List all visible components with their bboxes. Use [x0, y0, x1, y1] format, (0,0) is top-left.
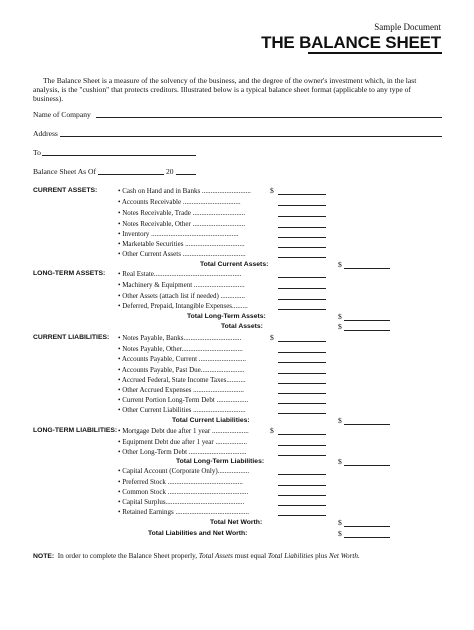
- amount-field[interactable]: [278, 505, 326, 506]
- note-label: NOTE:: [33, 553, 55, 560]
- line-item: • Other Accrued Expenses .............................: [118, 386, 244, 394]
- line-item: • Notes Payable, Other...................................: [118, 345, 243, 353]
- line-item: • Capital Surplus.............................................: [118, 498, 245, 506]
- total-net-worth-label: Total Net Worth:: [210, 519, 263, 526]
- total-long-term-assets-field[interactable]: [344, 320, 390, 321]
- line-item: • Current Portion Long-Term Debt ..................: [118, 396, 249, 404]
- amount-field[interactable]: [278, 485, 326, 486]
- to-label: To: [33, 148, 41, 157]
- line-item: • Equipment Debt due after 1 year ..................: [118, 438, 247, 446]
- as-of-label: Balance Sheet As Of: [33, 167, 97, 176]
- line-item: • Machinery & Equipment .............................: [118, 281, 245, 289]
- note-text: NOTE: In order to complete the Balance Sheet properly, Total Assets must equal Total Liabilities plus Net Worth.: [33, 552, 360, 560]
- amount-field[interactable]: [278, 474, 326, 475]
- amount-field[interactable]: [278, 205, 326, 206]
- dollar-sign: $: [338, 312, 342, 321]
- line-item: • Other Current Liabilities ..............................: [118, 406, 246, 414]
- line-item: • Common Stock ..............................................: [118, 488, 249, 496]
- total-assets-field[interactable]: [344, 330, 390, 331]
- line-item: • Notes Receivable, Other ..............................: [118, 220, 246, 228]
- amount-field[interactable]: [278, 362, 326, 363]
- total-long-term-assets-label: Total Long-Term Assets:: [187, 313, 266, 320]
- total-long-term-liabilities-field[interactable]: [344, 465, 390, 466]
- dollar-sign: $: [338, 457, 342, 466]
- line-item: • Other Long-Term Debt .................................: [118, 448, 247, 456]
- amount-field[interactable]: [278, 373, 326, 374]
- amount-field[interactable]: [278, 495, 326, 496]
- amount-field[interactable]: [278, 393, 326, 394]
- as-of-date-field[interactable]: [98, 174, 164, 175]
- amount-field[interactable]: [278, 434, 326, 435]
- amount-field[interactable]: [278, 237, 326, 238]
- line-item: • Other Assets (attach list if needed) ..............: [118, 292, 246, 300]
- amount-field[interactable]: [278, 445, 326, 446]
- amount-field[interactable]: [278, 227, 326, 228]
- total-current-assets-label: Total Current Assets:: [200, 261, 269, 268]
- intro-paragraph: The Balance Sheet is a measure of the solvency of the business, and the degree of the owner's investment which, in the last analysis, is the "cushion" that protects creditors. Illustrated below is a typical balance sheet format (applicable to any type of business).: [33, 76, 417, 104]
- total-current-liabilities-field[interactable]: [344, 424, 390, 425]
- dollar-sign: $: [270, 333, 274, 342]
- line-item: • Accounts Receivable .................................: [118, 198, 241, 206]
- amount-field[interactable]: [278, 277, 326, 278]
- amount-field[interactable]: [278, 194, 326, 195]
- long-term-assets-label: LONG-TERM ASSETS:: [33, 270, 106, 277]
- total-current-liabilities-label: Total Current Liabilities:: [172, 417, 250, 424]
- year-prefix: 20: [166, 167, 174, 176]
- amount-field[interactable]: [278, 515, 326, 516]
- long-term-liabilities-label: LONG-TERM LIABILITIES:: [33, 427, 118, 434]
- amount-field[interactable]: [278, 216, 326, 217]
- amount-field[interactable]: [278, 403, 326, 404]
- line-item: • Preferred Stock ...........................................: [118, 478, 243, 486]
- amount-field[interactable]: [278, 247, 326, 248]
- current-assets-label: CURRENT ASSETS:: [33, 187, 98, 194]
- line-item: • Cash on Hand and in Banks ............................: [118, 187, 251, 195]
- dollar-sign: $: [338, 260, 342, 269]
- line-item: • Accounts Payable, Past Due.........................: [118, 366, 245, 374]
- amount-field[interactable]: [278, 288, 326, 289]
- total-liabilities-and-net-worth-label: Total Liabilities and Net Worth:: [148, 530, 248, 537]
- amount-field[interactable]: [278, 341, 326, 342]
- amount-field[interactable]: [278, 257, 326, 258]
- line-item: • Real Estate..................................................: [118, 270, 242, 278]
- line-item: • Inventory ..................................................: [118, 230, 239, 238]
- title-rule: [308, 52, 442, 54]
- amount-field[interactable]: [278, 309, 326, 310]
- dollar-sign: $: [338, 416, 342, 425]
- amount-field[interactable]: [278, 413, 326, 414]
- company-label: Name of Company: [33, 110, 91, 119]
- company-field[interactable]: [96, 117, 442, 118]
- address-field[interactable]: [60, 136, 442, 137]
- document-title: THE BALANCE SHEET: [261, 33, 441, 52]
- dollar-sign: $: [270, 186, 274, 195]
- address-label: Address: [33, 129, 58, 138]
- line-item: • Deferred, Prepaid, Intangible Expenses.........: [118, 302, 248, 310]
- line-item: • Capital Account (Corporate Only)..................: [118, 467, 250, 475]
- total-assets-label: Total Assets:: [221, 323, 263, 330]
- current-liabilities-label: CURRENT LIABILITIES:: [33, 334, 110, 341]
- as-of-year-field[interactable]: [176, 174, 196, 175]
- line-item: • Retained Earnings ..........................................: [118, 508, 249, 516]
- dollar-sign: $: [338, 322, 342, 331]
- amount-field[interactable]: [278, 455, 326, 456]
- amount-field[interactable]: [278, 299, 326, 300]
- amount-field[interactable]: [278, 352, 326, 353]
- line-item: • Mortgage Debt due after 1 year .....................: [118, 427, 249, 435]
- dollar-sign: $: [338, 529, 342, 538]
- line-item: • Notes Receivable, Trade ..............................: [118, 209, 246, 217]
- line-item: • Accrued Federal, State Income Taxes...........: [118, 376, 246, 384]
- document-subtitle: Sample Document: [374, 22, 441, 32]
- to-field[interactable]: [42, 155, 196, 156]
- dollar-sign: $: [270, 426, 274, 435]
- line-item: • Accounts Payable, Current ...........................: [118, 355, 247, 363]
- amount-field[interactable]: [278, 383, 326, 384]
- line-item: • Notes Payable, Banks.................................: [118, 334, 242, 342]
- total-net-worth-field[interactable]: [344, 526, 390, 527]
- total-long-term-liabilities-label: Total Long-Term Liabilities:: [176, 458, 265, 465]
- dollar-sign: $: [338, 518, 342, 527]
- total-current-assets-field[interactable]: [344, 268, 390, 269]
- line-item: • Other Current Assets ....................................: [118, 250, 246, 258]
- line-item: • Marketable Securities ..................................: [118, 240, 245, 248]
- total-liabilities-and-net-worth-field[interactable]: [344, 537, 390, 538]
